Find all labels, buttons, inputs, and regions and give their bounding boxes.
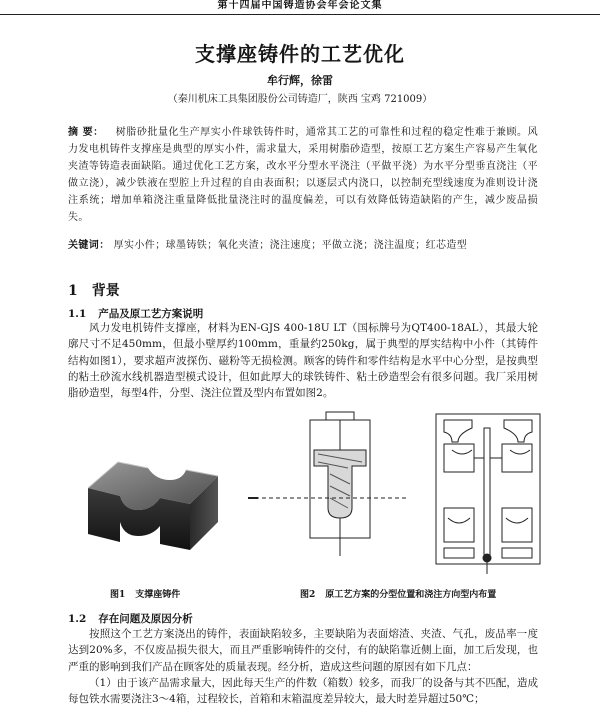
subsection-number: 1.2 xyxy=(68,613,87,625)
abstract-label: 摘 要： xyxy=(68,127,104,138)
support-casting-illustration xyxy=(78,440,228,570)
keywords xyxy=(68,236,548,251)
paper-title: 支撑座铸件的工艺优化 xyxy=(195,42,405,66)
figure-2-caption xyxy=(300,587,496,600)
paragraph-product xyxy=(68,320,538,401)
keywords-text: 厚实小件；球墨铸铁；氧化夹渣；浇注速度；平做立浇；浇注温度；红芯造型 xyxy=(113,240,468,251)
running-header: 第十四届中国铸造协会年会论文集 xyxy=(0,0,600,15)
paragraph-problems xyxy=(68,626,538,707)
figure-1-label: 支撑座铸件 xyxy=(135,590,181,600)
paragraph-text: 风力发电机铸件支撑座，材料为EN-GJS 400-18U LT（国标牌号为QT400-18AL），其最大轮廓尺寸不足450mm，但最小壁厚约100mm，重量约250kg，属于典型的厚实结构中小件（其铸件结构如图1），要求超声波探伤、磁粉等无损检测。顾客的铸件和零件结构是水平中心分型，是按典型的粘土砂流水线机器造型模式设计，但如此厚大的球铁铸件、粘土砂造型会有很多问题。我厂采用树脂砂造型，每型4件，分型、浇注位置及型内布置如图2。 xyxy=(68,322,538,400)
subsection-heading xyxy=(68,611,193,626)
keywords-label: 关键词： xyxy=(68,240,110,251)
section-number: 1 xyxy=(68,283,78,299)
paragraph-text: 按照这个工艺方案浇出的铸件，表面缺陷较多，主要缺陷为表面熔渣、夹渣、气孔，废品率一度达到20%多，不仅废品损失很大，而且严重影响铸件的交付，有的缺陷靠近侧上面，加工后发现，也严重的影响到我们产品在顾客处的质量表现。经分析，造成这些问题的原因有如下几点： xyxy=(68,628,538,673)
section-title: 背景 xyxy=(91,283,120,299)
figure-2-label: 原工艺方案的分型位置和浇注方向型内布置 xyxy=(325,590,497,600)
figure-2-image xyxy=(248,408,548,576)
figure-1-image xyxy=(78,440,228,570)
subsection-heading xyxy=(68,306,203,321)
paragraph-text: （1）由于该产品需求量大，因此每天生产的件数（箱数）较多，而我厂的设备与其不匹配，造成每包铁水需要浇注3～4箱，过程较长，首箱和末箱温度差异较大，最大时差异超过50℃； xyxy=(68,676,538,706)
section-heading xyxy=(68,280,120,300)
abstract-text: 树脂砂批量化生产厚实小件球铁铸件时，通常其工艺的可靠性和过程的稳定性难于兼顾。风力发电机铸件支撑座是典型的厚实小件，需求量大，采用树脂砂造型，按原工艺方案生产容易产生氧化夹渣等铸造表面缺陷。通过优化工艺方案，改水平分型水平浇注（平做平浇）为水平分型垂直浇注（平做立浇），减少铁液在型腔上升过程的自由表面积；以逐层式内浇口，以控制充型线速度为准则设计浇注系统；增加单箱浇注重量降低批量浇注时的温度偏差，可以有效降低铸造缺陷的产生，减少废品损失。 xyxy=(68,127,538,223)
mold-layout-drawing xyxy=(248,408,548,576)
abstract xyxy=(68,124,538,226)
subsection-number: 1.1 xyxy=(68,308,87,320)
affiliation: （秦川机床工具集团股份公司铸造厂，陕西 宝鸡 721009） xyxy=(167,94,433,105)
figure-1-number: 图1 xyxy=(110,590,126,600)
figure-1-caption xyxy=(110,587,180,600)
subsection-title: 存在问题及原因分析 xyxy=(98,613,193,625)
subsection-title: 产品及原工艺方案说明 xyxy=(98,308,204,320)
authors: 牟行辉，徐雷 xyxy=(267,74,333,87)
figure-2-number: 图2 xyxy=(300,590,316,600)
